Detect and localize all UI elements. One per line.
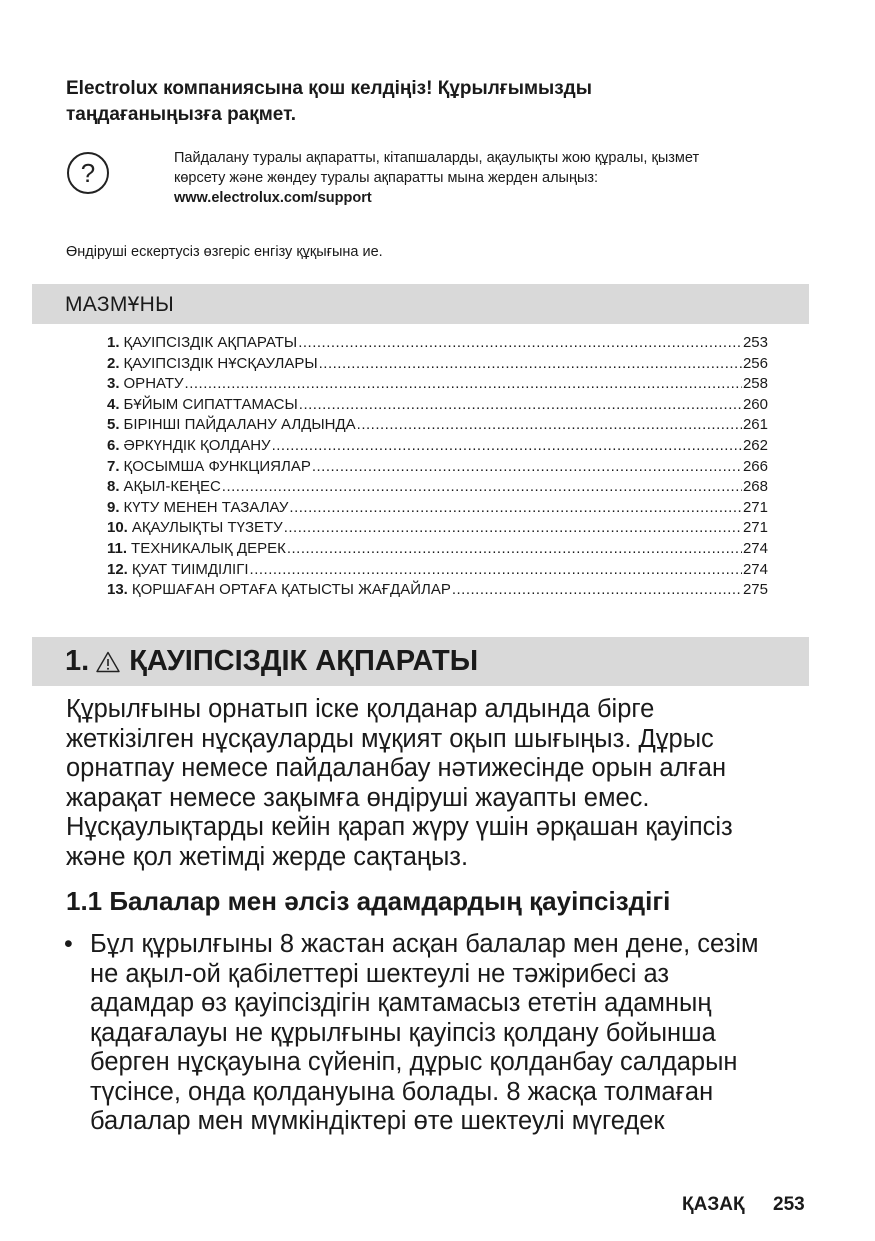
- welcome-line-2: таңдағаныңызға рақмет.: [66, 104, 297, 125]
- toc-item-number: 6.: [107, 436, 120, 454]
- paragraph-line: орнатпау немесе пайдаланбау нәтижесінде орын алған: [66, 754, 727, 782]
- toc-item-number: 3.: [107, 375, 120, 393]
- toc-item[interactable]: [107, 561, 768, 582]
- toc-dot-leader: [357, 416, 742, 433]
- paragraph-line: Бұл құрылғыны 8 жастан асқан балалар мен дене, сезім: [90, 930, 759, 958]
- toc-item[interactable]: [107, 334, 768, 355]
- section-1-title-text: ҚАУІПСІЗДІК АҚПАРАТЫ: [129, 645, 479, 677]
- disclaimer-text: Өндіруші ескертусіз өзгеріс енгізу құқығына ие.: [66, 244, 383, 260]
- toc-item[interactable]: [107, 519, 768, 540]
- paragraph-line: қадағалауы не құрылғыны қауіпсіз қолдану бойынша: [90, 1018, 716, 1047]
- toc-item-number: 1.: [107, 334, 120, 351]
- toc-item-page: 253: [742, 334, 768, 351]
- toc-item-label: АҚАУЛЫҚТЫ ТҮЗЕТУ: [131, 519, 283, 537]
- bullet-paragraph: [90, 930, 815, 1137]
- toc-item-label: ҚОРШАҒАН ОРТАҒА ҚАТЫСТЫ ЖАҒДАЙЛАР: [131, 581, 451, 599]
- toc-item-page: 271: [742, 519, 768, 537]
- toc-item[interactable]: [107, 396, 768, 417]
- footer-page-number: 253: [773, 1194, 805, 1215]
- toc-item[interactable]: [107, 478, 768, 499]
- toc-dot-leader: [222, 478, 742, 495]
- toc-item-page: 266: [742, 457, 768, 475]
- toc-dot-leader: [319, 355, 742, 372]
- paragraph-line: балалар мен мүмкіндіктері өте шектеулі мүгедек: [90, 1107, 665, 1135]
- toc-item[interactable]: [107, 375, 768, 396]
- toc-item[interactable]: [107, 540, 768, 561]
- toc-item-label: ҚОСЫМША ФУНКЦИЯЛАР: [123, 457, 311, 475]
- support-line-1: Пайдалану туралы ақпаратты, кітапшаларды, ақаулықты жою құралы, қызмет: [174, 150, 700, 166]
- toc-title: МАЗМҰНЫ: [65, 293, 174, 316]
- toc-item-number: 5.: [107, 416, 120, 434]
- section-1-title: [65, 645, 478, 678]
- paragraph-line: не ақыл-ой қабілеттері шектеулі не тәжірибесі аз: [90, 959, 670, 988]
- support-line-2: көрсету және жөндеу туралы ақпаратты мына жерден алыңыз:: [174, 170, 599, 186]
- toc-item-label: БҰЙЫМ СИПАТТАМАСЫ: [123, 395, 298, 413]
- toc-item-label: ҚАУІПСІЗДІК АҚПАРАТЫ: [123, 334, 298, 351]
- toc-item-page: 268: [742, 478, 768, 496]
- paragraph-line: түсінсе, онда қолдануына болады. 8 жасқа толмаған: [90, 1077, 714, 1106]
- support-url-link[interactable]: www.electrolux.com/support: [174, 190, 372, 206]
- paragraph-line: берген нұсқауына сүйеніп, дұрыс қолданбау салдарын: [90, 1048, 738, 1076]
- toc-item[interactable]: [107, 458, 768, 479]
- toc-item-page: 261: [742, 416, 768, 434]
- toc-dot-leader: [287, 540, 742, 557]
- toc-item[interactable]: [107, 499, 768, 520]
- toc-item-number: 12.: [107, 560, 128, 578]
- toc-item-label: ТЕХНИКАЛЫҚ ДЕРЕК: [131, 539, 286, 557]
- toc-item-number: 9.: [107, 498, 120, 516]
- toc-dot-leader: [299, 396, 742, 413]
- welcome-line-1: Electrolux компаниясына қош келдіңіз! Құрылғымызды: [66, 78, 592, 99]
- toc-item[interactable]: [107, 416, 768, 437]
- toc-dot-leader: [452, 581, 742, 598]
- toc-dot-leader: [312, 458, 742, 475]
- section-1-number: 1.: [65, 645, 90, 677]
- toc-item[interactable]: [107, 581, 768, 602]
- toc-item-page: 258: [742, 375, 768, 393]
- toc-item-number: 10.: [107, 519, 128, 537]
- subsection-1-1-title: 1.1 Балалар мен әлсіз адамдардың қауіпсіздігі: [66, 886, 671, 916]
- toc-item-number: 2.: [107, 354, 120, 372]
- toc-item-label: БІРІНШІ ПАЙДАЛАНУ АЛДЫНДА: [123, 416, 356, 434]
- footer-language: ҚАЗАҚ: [682, 1194, 745, 1215]
- toc-item-page: 275: [742, 581, 768, 599]
- toc-item-label: ОРНАТУ: [123, 375, 184, 393]
- toc-item-number: 13.: [107, 581, 128, 599]
- toc-item-number: 4.: [107, 395, 120, 413]
- toc-item[interactable]: [107, 355, 768, 376]
- warning-triangle-icon: [96, 651, 120, 673]
- toc-item-label: ҚАУІПСІЗДІК НҰСҚАУЛАРЫ: [123, 354, 318, 372]
- toc-dot-leader: [284, 519, 742, 536]
- toc-dot-leader: [298, 334, 742, 351]
- bullet-marker: •: [64, 930, 73, 958]
- welcome-heading: [66, 76, 766, 128]
- toc-item-number: 7.: [107, 457, 120, 475]
- paragraph-line: адамдар өз қауіпсіздігін қамтамасыз ететін адамның: [90, 989, 712, 1017]
- paragraph-line: және қол жетімді жерде сақтаңыз.: [66, 842, 469, 871]
- paragraph-line: Нұсқаулықтарды кейін қарап жүру үшін әрқашан қауіпсіз: [66, 813, 733, 841]
- toc-dot-leader: [185, 375, 742, 392]
- toc-header-band: [32, 284, 809, 324]
- table-of-contents: [107, 334, 768, 602]
- toc-item-page: 260: [742, 395, 768, 413]
- toc-item-number: 8.: [107, 478, 120, 496]
- toc-dot-leader: [272, 437, 742, 454]
- toc-dot-leader: [289, 499, 742, 516]
- svg-text:?: ?: [80, 158, 96, 188]
- section-1-intro: [66, 695, 811, 872]
- toc-dot-leader: [250, 561, 742, 578]
- paragraph-line: жарақат немесе зақымға өндіруші жауапты емес.: [66, 783, 650, 812]
- toc-item-page: 271: [742, 498, 768, 516]
- toc-item-page: 256: [742, 354, 768, 372]
- paragraph-line: жеткізілген нұсқауларды мұқият оқып шығыңыз. Дұрыс: [66, 724, 714, 753]
- toc-item-page: 274: [742, 560, 768, 578]
- toc-item[interactable]: [107, 437, 768, 458]
- paragraph-line: Құрылғыны орнатып іске қолданар алдында бірге: [66, 695, 655, 723]
- question-mark-circle-icon: [66, 151, 110, 195]
- toc-item-label: ӘРКҮНДІК ҚОЛДАНУ: [123, 436, 271, 454]
- section-1-header-band: [32, 637, 809, 686]
- toc-item-label: АҚЫЛ-КЕҢЕС: [123, 478, 221, 496]
- toc-item-page: 262: [742, 436, 768, 454]
- toc-item-label: ҚУАТ ТИІМДІЛІГІ: [131, 560, 249, 578]
- support-info: [174, 148, 814, 208]
- toc-item-page: 274: [742, 539, 768, 557]
- toc-item-label: КҮТУ МЕНЕН ТАЗАЛАУ: [123, 498, 289, 516]
- toc-item-number: 11.: [107, 539, 128, 557]
